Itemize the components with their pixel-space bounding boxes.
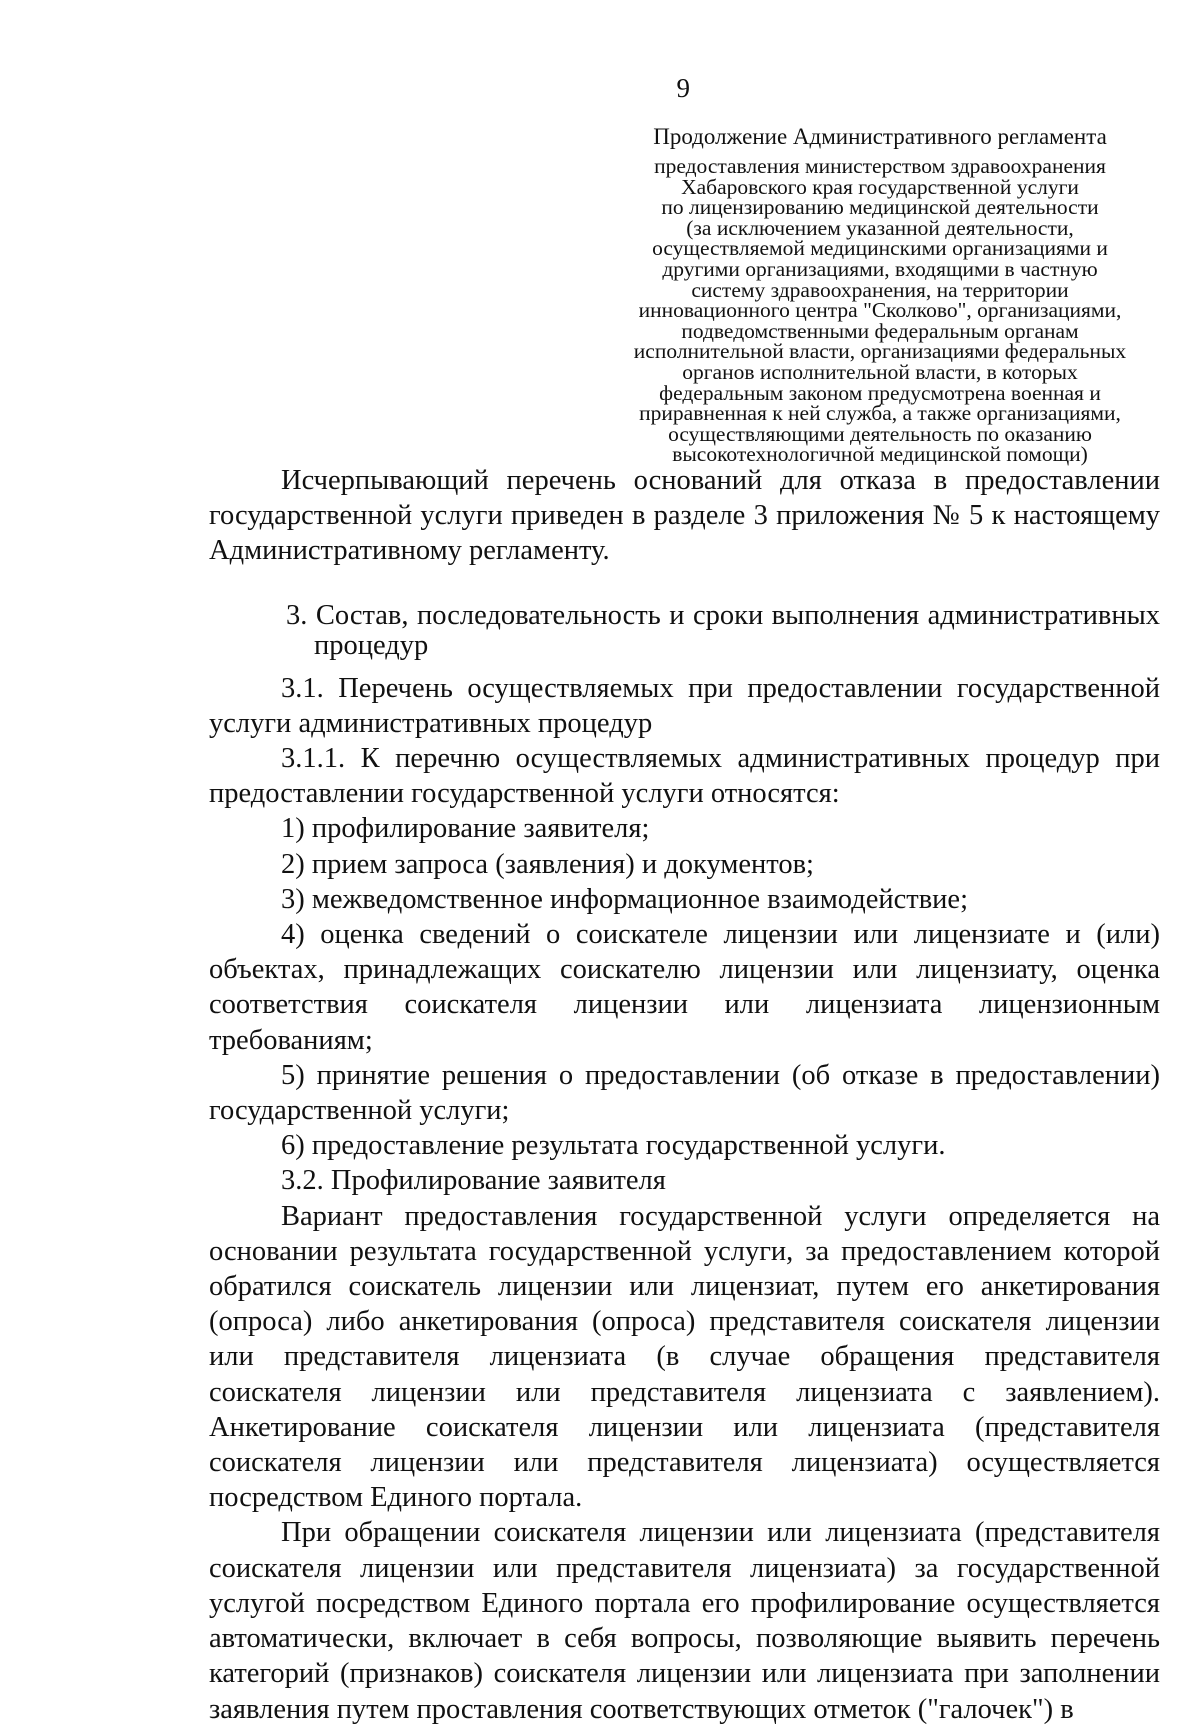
list-item: 6) предоставление результата государственной услуги.: [281, 1130, 946, 1162]
subsection-3-1: 3.1. Перечень осуществляемых при предоставлении государственной услуги административных процедур: [209, 672, 1160, 739]
intro-paragraph: Исчерпывающий перечень оснований для отказа в предоставлении государственной услуги приведен в разделе 3 приложения № 5 к настоящему Административному регламенту.: [209, 465, 1160, 567]
header-line: федеральным законом предусмотрена военная и: [659, 380, 1101, 405]
header-line: другими организациями, входящими в частную: [662, 256, 1098, 281]
header-line: инновационного центра "Сколково", организациями,: [638, 298, 1122, 323]
subsection-3-2: 3.2. Профилирование заявителя: [281, 1165, 666, 1197]
header-line: систему здравоохранения, на территории: [691, 277, 1069, 302]
variant-paragraph: Вариант предоставления государственной услуги определяется на основании результата государственной услуги, за предоставлением которой обратился соискатель лицензии или лицензиат, путем его анкетирования (опроса) либо анкетирования (опроса) представителя соискателя лицензии или представителя лицензиата (в случае обращения представителя соискателя лицензии или представителя лицензиата с заявлением). Анкетирование соискателя лицензии или лицензиата (представителя соискателя лицензии или представителя лицензиата) осуществляется посредством Единого портала.: [209, 1200, 1160, 1514]
header-line: (за исключением указанной деятельности,: [686, 215, 1074, 240]
header-title: Продолжение Административного регламента: [653, 124, 1107, 149]
portal-paragraph: При обращении соискателя лицензии или лицензиата (представителя соискателя лицензии или представителя лицензиата) за государственной услугой посредством Единого портала его профилирование осуществляется автоматически, включает в себя вопросы, позволяющие выявить перечень категорий (признаков) соискателя лицензии или лицензиата при заполнении заявления путем проставления соответствующих отметок ("галочек") в: [209, 1517, 1160, 1725]
header-line: предоставления министерством здравоохранения: [654, 154, 1106, 178]
header-line: осуществляющими деятельность по оказанию: [668, 421, 1092, 446]
header-line: подведомственными федеральным органам: [681, 318, 1079, 343]
header-line: осуществляемой медицинскими организациями и: [652, 236, 1108, 261]
list-item: 1) профилирование заявителя;: [281, 813, 650, 845]
list-item: 4) оценка сведений о соискателе лицензии или лицензиате и (или) объектах, принадлежащих соискателю лицензии или лицензиату, оценка соответствия соискателя лицензии или лицензиата лицензионным требованиям;: [209, 919, 1160, 1056]
list-item: 5) принятие решения о предоставлении (об отказе в предоставлении) государственной услуги;: [209, 1059, 1160, 1127]
header-line: исполнительной власти, организациями федеральных: [633, 339, 1127, 364]
header-line: по лицензированию медицинской деятельности: [661, 195, 1099, 220]
header-line: приравненная к ней служба, а также организациями,: [639, 401, 1121, 426]
section-3-title: 3. Состав, последовательность и сроки выполнения административных процедур: [286, 599, 1160, 661]
header-line: высокотехнологичной медицинской помощи): [672, 442, 1088, 467]
subsection-3-1-1: 3.1.1. К перечню осуществляемых административных процедур при предоставлении государственной услуги относятся:: [209, 743, 1160, 810]
page-number: 9: [676, 73, 690, 103]
regulation-header: [600, 124, 1160, 465]
list-item: 2) прием запроса (заявления) и документов;: [281, 848, 814, 880]
header-line: органов исполнительной власти, в которых: [682, 359, 1078, 384]
header-line: Хабаровского края государственной услуги: [681, 174, 1079, 199]
document-body: [209, 463, 1160, 1727]
list-item: 3) межведомственное информационное взаимодействие;: [281, 883, 968, 915]
